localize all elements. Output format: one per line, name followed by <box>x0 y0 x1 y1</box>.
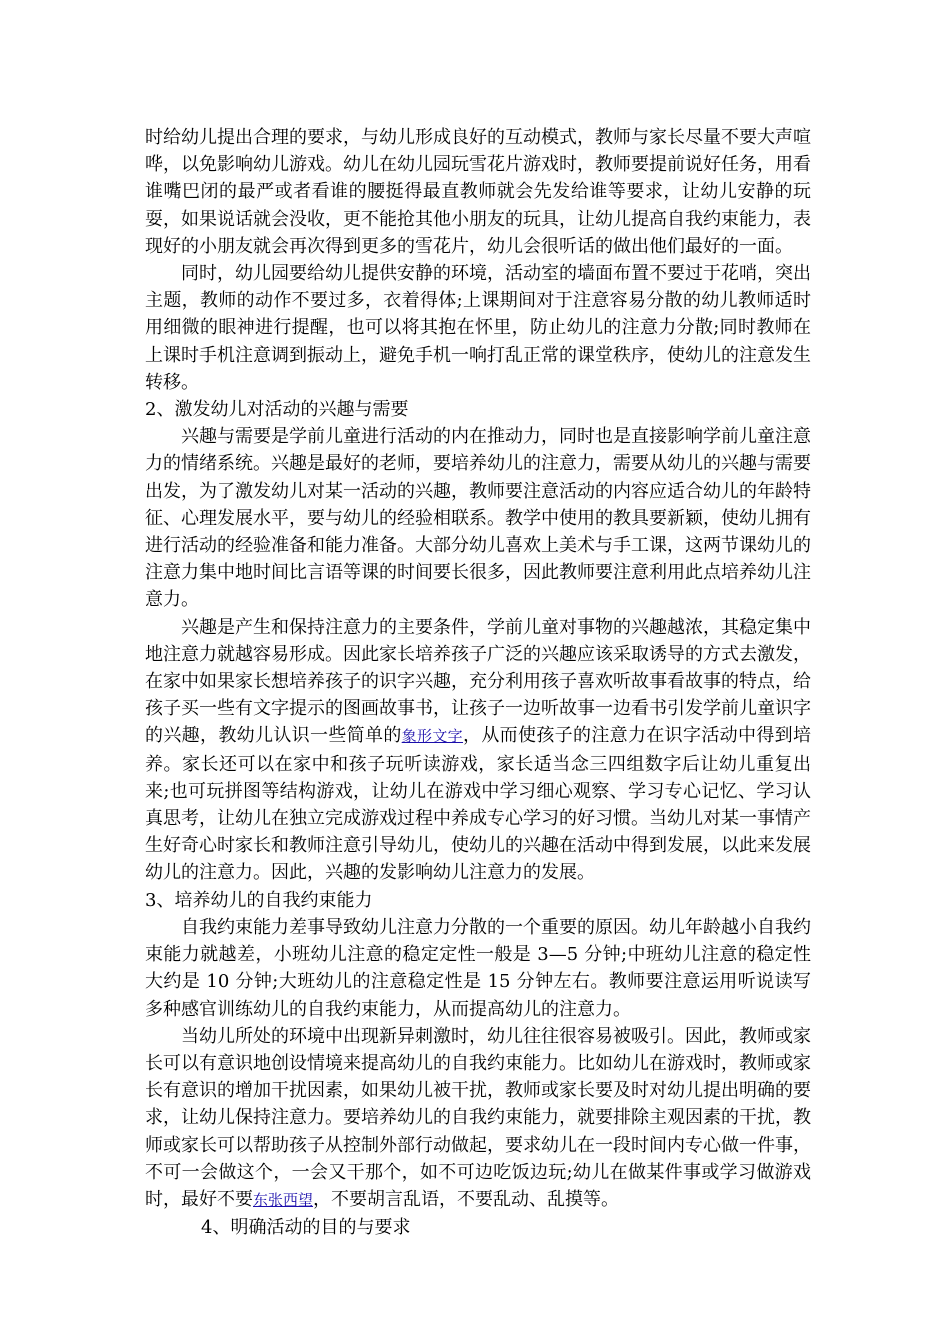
section-heading-3: 3、培养幼儿的自我约束能力 <box>145 889 373 911</box>
section-heading-2: 2、激发幼儿对活动的兴趣与需要 <box>145 399 409 421</box>
paragraph-4 <box>145 614 811 887</box>
paragraph-6-text-before: 当幼儿所处的环境中出现新异刺激时，幼儿往往很容易被吸引。因此，教师或家长可以有意识地创设情境来提高幼儿的自我约束能力。比如幼儿在游戏时，教师或家长有意识的增加干扰因素，如果幼儿被干扰，教师或家长要及时对幼儿提出明确的要求，让幼儿保持注意力。要培养幼儿的自我约束能力，就要排除主观因素的干扰，教师或家长可以帮助孩子从控制外部行动做起，要求幼儿在一段时间内专心做一件事，不可一会做这个，一会又干那个，如不可边吃饭边玩;幼儿在做某件事或学习做游戏时，最好不要 <box>145 1025 811 1210</box>
section-heading-4: 4、明确活动的目的与要求 <box>201 1217 411 1239</box>
document-body <box>145 124 811 1241</box>
paragraph-6 <box>145 1023 811 1214</box>
link-look-around[interactable]: 东张西望 <box>253 1190 314 1209</box>
paragraph-4-text-after: ，从而使孩子的注意力在识字活动中得到培养。家长还可以在家中和孩子玩听读游戏，家长适当念三四组数字后让幼儿重复出来;也可玩拼图等结构游戏，让幼儿在游戏中学习细心观察、学习专心记忆、学习认真思考，让幼儿在独立完成游戏过程中养成专心学习的好习惯。当幼儿对某一事情产生好奇心时家长和教师注意引导幼儿，使幼儿的兴趣在活动中得到发展，以此来发展幼儿的注意力。因此，兴趣的发影响幼儿注意力的发展。 <box>145 725 812 884</box>
link-pictograph[interactable]: 象形文字 <box>401 727 464 746</box>
paragraph-4-text-before: 兴趣是产生和保持注意力的主要条件，学前儿童对事物的兴趣越浓，其稳定集中地注意力就越容易形成。因此家长培养孩子广泛的兴趣应该采取诱导的方式去激发，在家中如果家长想培养孩子的识字兴趣，充分利用孩子喜欢听故事看故事的特点，给孩子买一些有文字提示的图画故事书，让孩子一边听故事一边看书引发学前儿童识字的兴趣，教幼儿认识一些简单的 <box>145 616 811 747</box>
paragraph-3: 兴趣与需要是学前儿童进行活动的内在推动力，同时也是直接影响学前儿童注意力的情绪系统。兴趣是最好的老师，要培养幼儿的注意力，需要从幼儿的兴趣与需要出发，为了激发幼儿对某一活动的兴趣，教师要注意活动的内容应适合幼儿的年龄特征、心理发展水平，要与幼儿的经验相联系。教学中使用的教具要新颖，使幼儿拥有进行活动的经验准备和能力准备。大部分幼儿喜欢上美术与手工课，这两节课幼儿的注意力集中地时间比言语等课的时间要长很多，因此教师要注意利用此点培养幼儿注意力。 <box>145 426 811 611</box>
paragraph-5: 自我约束能力差事导致幼儿注意力分散的一个重要的原因。幼儿年龄越小自我约束能力就越差，小班幼儿注意的稳定定性一般是 3—5 分钟;中班幼儿注意的稳定性大约是 10 分钟;大班幼儿的注意稳定性是 15 分钟左右。教师要注意运用听说读写多种感官训练幼儿的自我约束能力，从而提高幼儿的注意力。 <box>145 916 811 1020</box>
paragraph-1: 时给幼儿提出合理的要求，与幼儿形成良好的互动模式，教师与家长尽量不要大声喧哗，以免影响幼儿游戏。幼儿在幼儿园玩雪花片游戏时，教师要提前说好任务，用看谁嘴巴闭的最严或者看谁的腰挺得最直教师就会先发给谁等要求，让幼儿安静的玩耍，如果说话就会没收，更不能抢其他小朋友的玩具，让幼儿提高自我约束能力，表现好的小朋友就会再次得到更多的雪花片，幼儿会很听话的做出他们最好的一面。 <box>145 127 811 257</box>
paragraph-6-text-after: ，不要胡言乱语，不要乱动、乱摸等。 <box>313 1188 620 1210</box>
paragraph-2: 同时，幼儿园要给幼儿提供安静的环境，活动室的墙面布置不要过于花哨，突出主题，教师的动作不要过多，衣着得体;上课期间对于注意容易分散的幼儿教师适时用细微的眼神进行提醒，也可以将其抱在怀里，防止幼儿的注意力分散;同时教师在上课时手机注意调到振动上，避免手机一响打乱正常的课堂秩序，使幼儿的注意发生转移。 <box>145 263 811 393</box>
